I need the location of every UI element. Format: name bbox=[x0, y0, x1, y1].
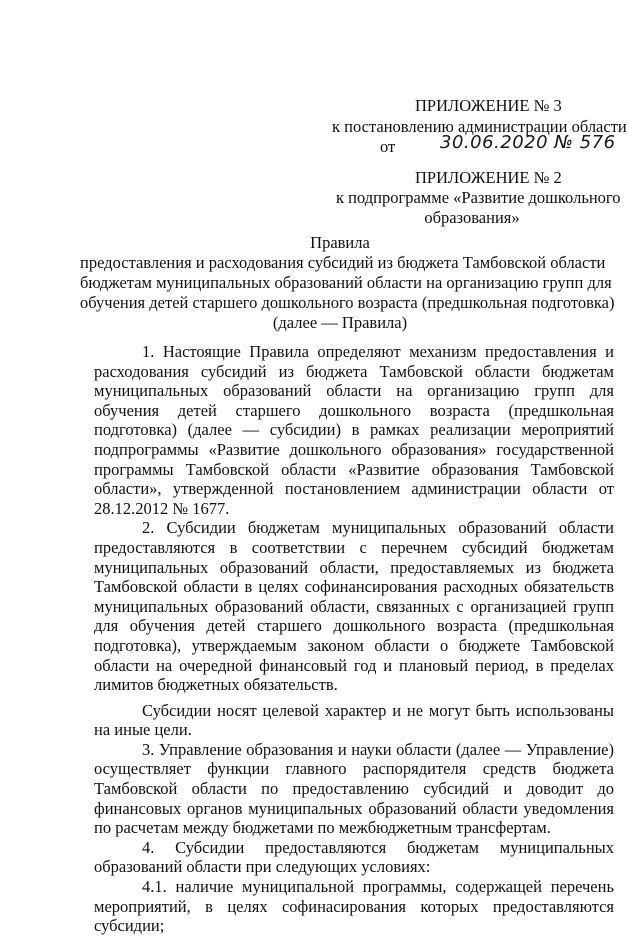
paragraph-4-1: 4.1. наличие муниципальной программы, содержащей перечень мероприятий, в целях софинасирования которых предоставляются субсидии; bbox=[94, 877, 614, 936]
date-prefix: от bbox=[380, 137, 396, 156]
title-line: бюджетам муниципальных образований области на организацию групп для bbox=[80, 273, 612, 292]
handwritten-date-number: 30.06.2020 № 576 bbox=[440, 132, 616, 153]
appendix3-reference: к постановлению администрации области bbox=[332, 117, 627, 136]
paragraph-2: 2. Субсидии бюджетам муниципальных образований области предоставляются в соответствии с перечнем субсидий бюджетам муниципальных образований области, предоставляемых из бюджета Тамбовской области в целях софинансирования расходных обязательств муниципальных образований области, связанных с организацией групп для обучения детей старшего дошкольного возраста (предшкольная подготовка), утверждаемым законом области о бюджете Тамбовской области на очередной финансовый год и плановый период, в пределах лимитов бюджетных обязательств. bbox=[94, 518, 614, 695]
title-line: (далее — Правила) bbox=[272, 313, 408, 332]
paragraph-1: 1. Настоящие Правила определяют механизм предоставления и расходования субсидий из бюджета Тамбовской области бюджетам муниципальных образований области на организацию групп для обучения детей старшего дошкольного возраста (предшкольная подготовка) (далее — субсидии) в рамках реализации мероприятий подпрограммы «Развитие дошкольного образования» государственной программы Тамбовской области «Развитие образования Тамбовской области», утвержденной постановлением администрации области от 28.12.2012 № 1677. bbox=[94, 342, 614, 518]
document-title bbox=[80, 233, 615, 333]
appendix3-title: ПРИЛОЖЕНИЕ № 3 bbox=[415, 96, 562, 115]
document-body bbox=[94, 342, 614, 936]
appendix2-title: ПРИЛОЖЕНИЕ № 2 bbox=[415, 168, 562, 187]
title-line: обучения детей старшего дошкольного возраста (предшкольная подготовка) bbox=[80, 293, 615, 312]
appendix2-line1: к подпрограмме «Развитие дошкольного bbox=[336, 188, 621, 207]
paragraph-4: 4. Субсидии предоставляются бюджетам муниципальных образований области при следующих условиях: bbox=[94, 837, 614, 877]
paragraph-3: 3. Управление образования и науки области (далее — Управление) осуществляет функции главного распорядителя средств бюджета Тамбовской области по предоставлению субсидий и доводит до финансовых органов муниципальных образований области уведомления по расчетам между бюджетами по межбюджетным трансфертам. bbox=[94, 739, 614, 838]
title-line: предоставления и расходования субсидий из бюджета Тамбовской области bbox=[80, 253, 606, 272]
paragraph-2-note: Субсидии носят целевой характер и не могут быть использованы на иные цели. bbox=[94, 700, 614, 740]
appendix2-line2: образования» bbox=[424, 208, 520, 227]
title-line: Правила bbox=[310, 233, 370, 252]
